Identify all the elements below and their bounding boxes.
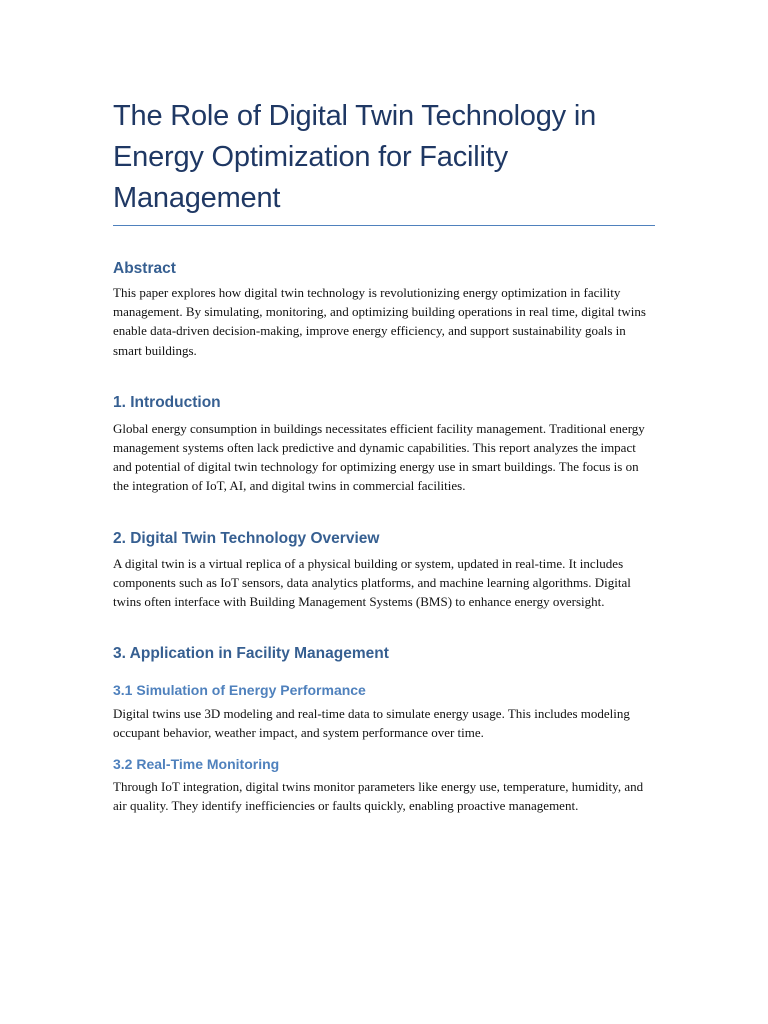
document-title: The Role of Digital Twin Technology in Energy Optimization for Facility Management	[113, 100, 596, 214]
overview-heading: 2. Digital Twin Technology Overview	[113, 529, 380, 547]
document-page	[113, 0, 655, 815]
introduction-heading: 1. Introduction	[113, 393, 221, 411]
monitoring-paragraph: Through IoT integration, digital twins monitor parameters like energy use, temperature, humidity, and air quality. They identify inefficiencies or faults quickly, enabling proactive management.	[113, 778, 644, 813]
abstract-heading: Abstract	[113, 260, 176, 277]
overview-paragraph: A digital twin is a virtual replica of a physical building or system, updated in real-time. It includes components such as IoT sensors, data analytics platforms, and machine learning algorithms. Digital twins often interface with Building Management Systems (BMS) to enhance energy oversight.	[113, 555, 631, 610]
simulation-paragraph: Digital twins use 3D modeling and real-time data to simulate energy usage. This includes modeling occupant behavior, weather impact, and system performance over time.	[113, 706, 630, 741]
monitoring-subheading: 3.2 Real-Time Monitoring	[113, 755, 280, 772]
introduction-paragraph: Global energy consumption in buildings necessitates efficient facility management. Traditional energy management systems often lack predictive and dynamic capabilities. This report analyzes the impact and potential of digital twin technology for optimizing energy use in smart buildings. The focus is on the integration of IoT, AI, and digital twins in commercial facilities.	[113, 420, 645, 494]
title-divider	[113, 225, 655, 226]
application-heading: 3. Application in Facility Management	[113, 645, 389, 663]
simulation-subheading: 3.1 Simulation of Energy Performance	[113, 682, 366, 699]
abstract-paragraph: This paper explores how digital twin technology is revolutionizing energy optimization in facility management. By simulating, monitoring, and optimizing building operations in real time, digital twins enable data-driven decision-making, improve energy efficiency, and support sustainability goals in smart buildings.	[113, 285, 646, 358]
